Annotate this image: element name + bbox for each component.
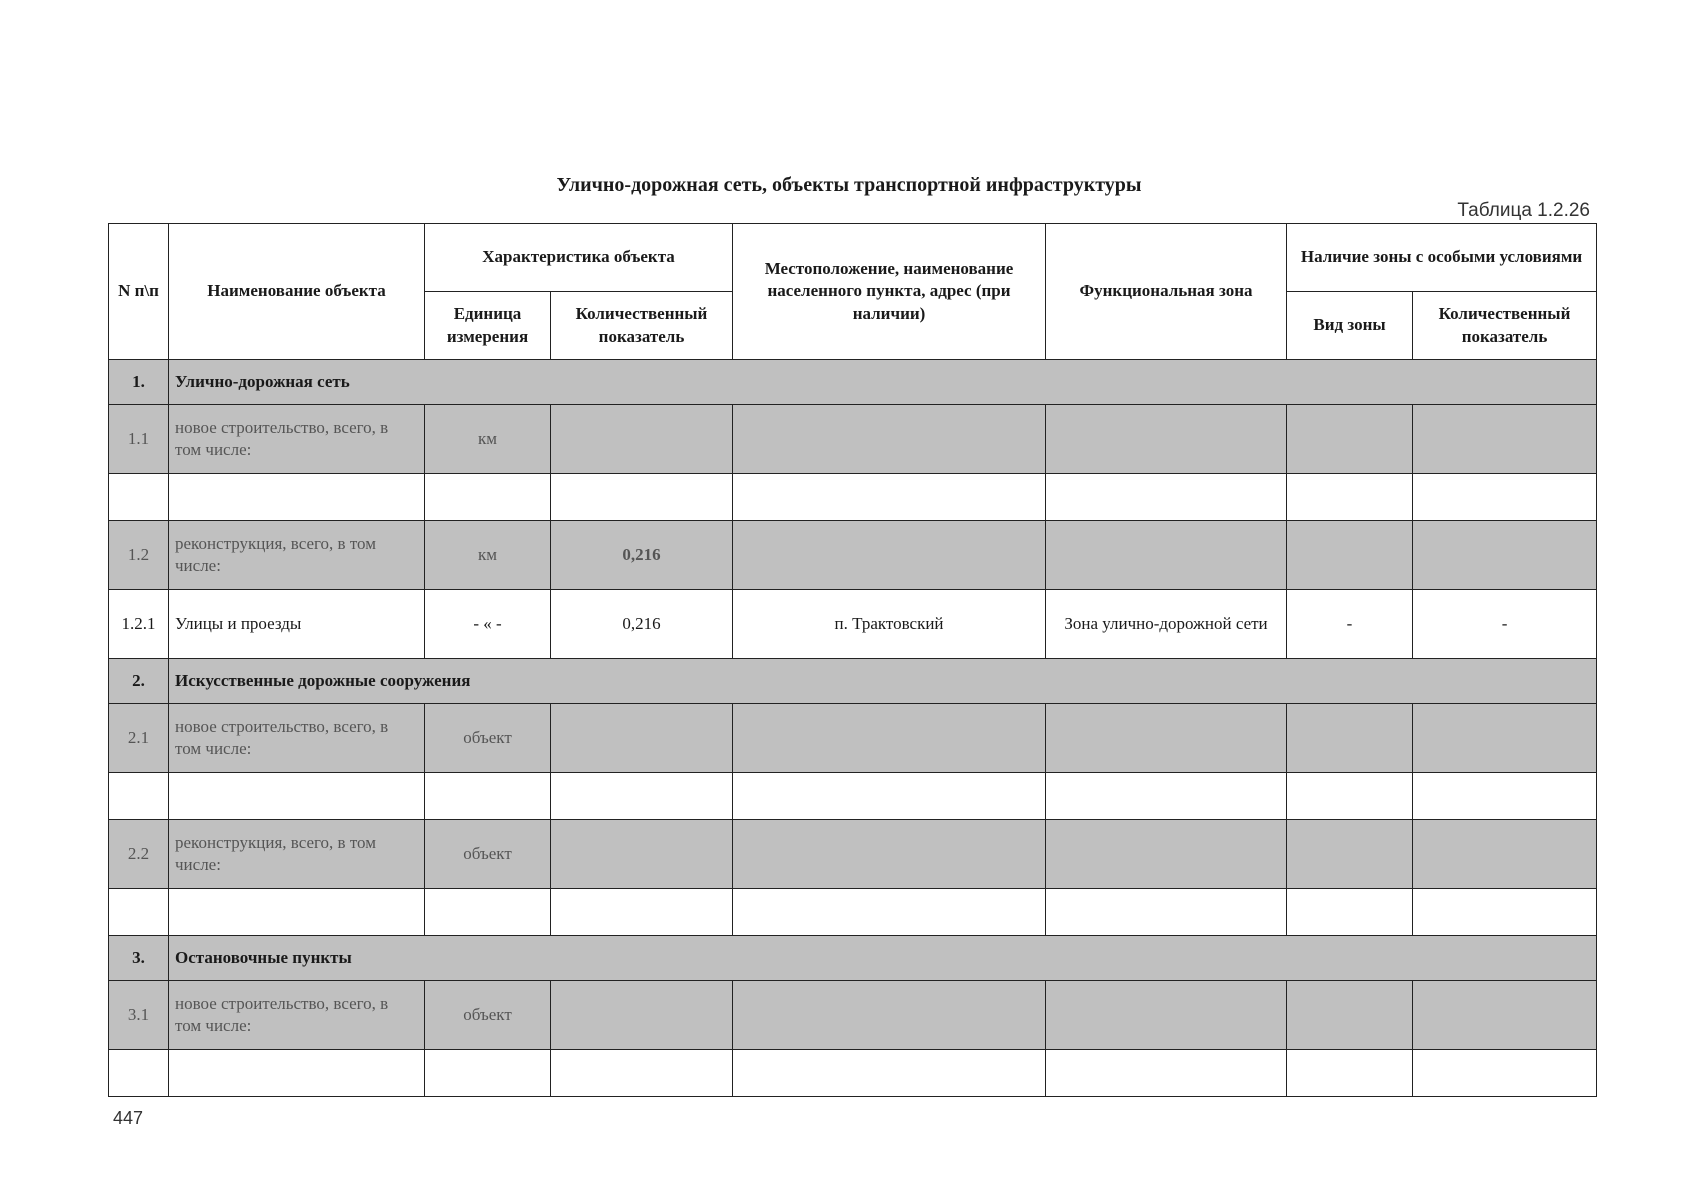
blank-cell (733, 773, 1046, 820)
header-num: N п\п (109, 224, 169, 360)
row-location (733, 704, 1046, 773)
blank-cell (733, 889, 1046, 936)
blank-cell (733, 474, 1046, 521)
blank-cell (1287, 1050, 1413, 1097)
blank-cell (1287, 474, 1413, 521)
blank-cell (109, 1050, 169, 1097)
row-zone-quantity: - (1413, 590, 1597, 659)
blank-cell (551, 474, 733, 521)
blank-row (109, 889, 1597, 936)
row-name: реконструкция, всего, в том числе: (169, 820, 425, 889)
blank-cell (109, 773, 169, 820)
blank-cell (1413, 1050, 1597, 1097)
blank-cell (425, 773, 551, 820)
document-title: Улично-дорожная сеть, объекты транспортной инфраструктуры (556, 174, 1142, 196)
row-zone-quantity (1413, 704, 1597, 773)
row-unit: объект (425, 981, 551, 1050)
row-unit: - « - (425, 590, 551, 659)
blank-cell (425, 889, 551, 936)
blank-cell (169, 474, 425, 521)
header-name: Наименование объекта (169, 224, 425, 360)
row-location: п. Трактовский (733, 590, 1046, 659)
header-quantity: Количественный показатель (551, 292, 733, 360)
row-unit: объект (425, 820, 551, 889)
table-row (109, 405, 1597, 474)
row-name: новое строительство, всего, в том числе: (169, 981, 425, 1050)
section-title: Остановочные пункты (169, 936, 1597, 981)
blank-cell (425, 1050, 551, 1097)
section-row (109, 360, 1597, 405)
row-zone-type (1287, 704, 1413, 773)
blank-cell (1287, 773, 1413, 820)
blank-row (109, 474, 1597, 521)
row-num: 1.1 (109, 405, 169, 474)
row-func-zone (1046, 521, 1287, 590)
row-unit: объект (425, 704, 551, 773)
section-title: Улично-дорожная сеть (169, 360, 1597, 405)
blank-cell (109, 889, 169, 936)
header-row-1 (109, 224, 1597, 292)
row-num: 3.1 (109, 981, 169, 1050)
row-location (733, 981, 1046, 1050)
row-zone-quantity (1413, 820, 1597, 889)
table-row (109, 590, 1597, 659)
row-quantity (551, 405, 733, 474)
header-zone-quantity: Количественный показатель (1413, 292, 1597, 360)
header-location: Местоположение, наименование населенного пункта, адрес (при наличии) (733, 224, 1046, 360)
row-name: новое строительство, всего, в том числе: (169, 405, 425, 474)
blank-cell (425, 474, 551, 521)
blank-cell (1413, 889, 1597, 936)
row-num: 2.2 (109, 820, 169, 889)
blank-cell (1046, 474, 1287, 521)
row-location (733, 405, 1046, 474)
row-func-zone: Зона улично-дорожной сети (1046, 590, 1287, 659)
row-quantity (551, 704, 733, 773)
row-num: 1.2 (109, 521, 169, 590)
row-quantity: 0,216 (551, 590, 733, 659)
row-name: реконструкция, всего, в том числе: (169, 521, 425, 590)
section-num: 2. (109, 659, 169, 704)
row-func-zone (1046, 981, 1287, 1050)
row-name: новое строительство, всего, в том числе: (169, 704, 425, 773)
table-row (109, 704, 1597, 773)
row-unit: км (425, 521, 551, 590)
row-func-zone (1046, 704, 1287, 773)
section-num: 3. (109, 936, 169, 981)
section-row (109, 936, 1597, 981)
blank-cell (1413, 474, 1597, 521)
blank-cell (551, 1050, 733, 1097)
row-location (733, 820, 1046, 889)
table-row (109, 521, 1597, 590)
row-zone-quantity (1413, 405, 1597, 474)
row-zone-quantity (1413, 521, 1597, 590)
blank-cell (109, 474, 169, 521)
row-num: 2.1 (109, 704, 169, 773)
header-zone-type: Вид зоны (1287, 292, 1413, 360)
row-name: Улицы и проезды (169, 590, 425, 659)
blank-cell (169, 1050, 425, 1097)
row-zone-quantity (1413, 981, 1597, 1050)
row-zone-type (1287, 521, 1413, 590)
section-row (109, 659, 1597, 704)
blank-row (109, 1050, 1597, 1097)
row-unit: км (425, 405, 551, 474)
blank-cell (1413, 773, 1597, 820)
header-unit: Единица измерения (425, 292, 551, 360)
row-quantity (551, 820, 733, 889)
row-zone-type (1287, 820, 1413, 889)
section-title: Искусственные дорожные сооружения (169, 659, 1597, 704)
table-number: Таблица 1.2.26 (1457, 200, 1590, 221)
section-num: 1. (109, 360, 169, 405)
row-quantity: 0,216 (551, 521, 733, 590)
header-special-zone: Наличие зоны с особыми условиями (1287, 224, 1597, 292)
row-quantity (551, 981, 733, 1050)
blank-cell (169, 889, 425, 936)
row-zone-type (1287, 405, 1413, 474)
row-func-zone (1046, 405, 1287, 474)
header-func-zone: Функциональная зона (1046, 224, 1287, 360)
blank-row (109, 773, 1597, 820)
row-func-zone (1046, 820, 1287, 889)
blank-cell (169, 773, 425, 820)
table-row (109, 981, 1597, 1050)
blank-cell (1046, 889, 1287, 936)
row-location (733, 521, 1046, 590)
blank-cell (1046, 773, 1287, 820)
blank-cell (551, 773, 733, 820)
row-num: 1.2.1 (109, 590, 169, 659)
row-zone-type: - (1287, 590, 1413, 659)
blank-cell (733, 1050, 1046, 1097)
row-zone-type (1287, 981, 1413, 1050)
blank-cell (551, 889, 733, 936)
header-characteristic: Характеристика объекта (425, 224, 733, 292)
page-number: 447 (113, 1108, 144, 1128)
infrastructure-table (108, 223, 1597, 1097)
table-row (109, 820, 1597, 889)
blank-cell (1287, 889, 1413, 936)
blank-cell (1046, 1050, 1287, 1097)
